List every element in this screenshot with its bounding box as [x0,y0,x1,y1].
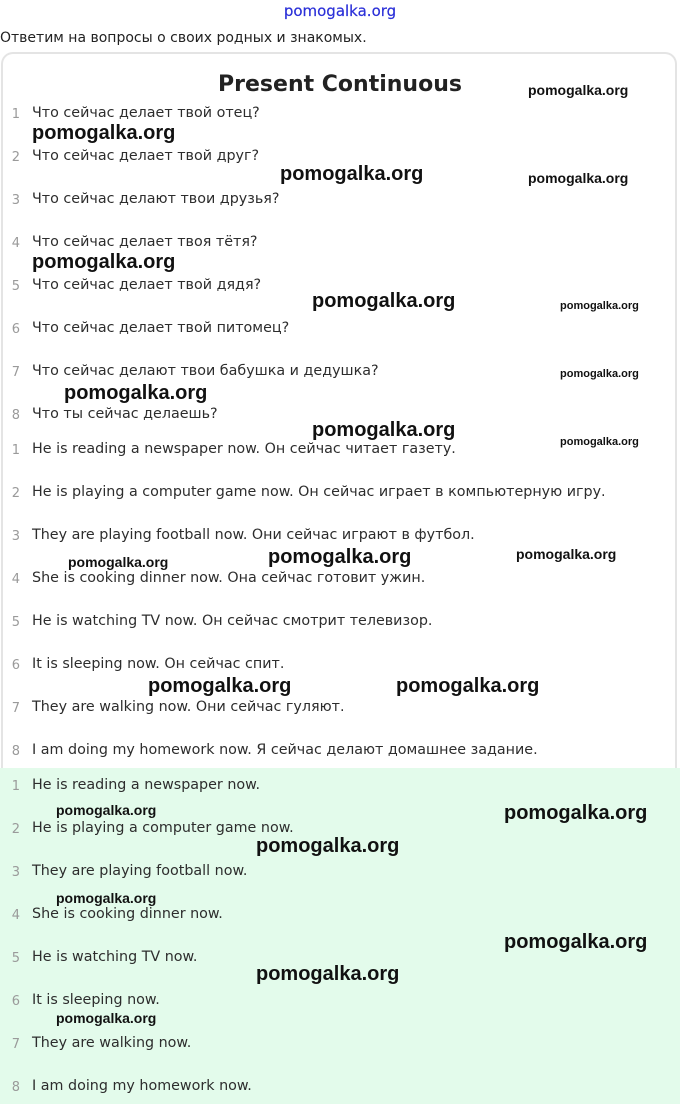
item-text: She is cooking dinner now. Она сейчас готовит ужин. [32,570,426,586]
item-number: 2 [11,486,20,501]
watermark: pomogalka.org [32,251,176,273]
item-number: 8 [11,744,20,759]
page-title: Present Continuous [218,72,462,97]
item-number: 8 [11,408,20,423]
item-text: It is sleeping now. [32,992,160,1008]
item-number: 8 [11,1080,20,1095]
item-number: 6 [11,994,20,1009]
item-text: It is sleeping now. Он сейчас спит. [32,656,285,672]
item-text: Что ты сейчас делаешь? [32,406,218,422]
item-number: 3 [11,865,20,880]
watermark: pomogalka.org [396,675,540,697]
item-text: They are walking now. [32,1035,192,1051]
item-number: 5 [11,279,20,294]
watermark: pomogalka.org [148,675,292,697]
watermark: pomogalka.org [312,419,456,441]
intro-text: Ответим на вопросы о своих родных и знакомых. [0,30,367,46]
watermark: pomogalka.org [504,931,648,953]
watermark: pomogalka.org [280,163,424,185]
item-number: 2 [11,822,20,837]
watermark: pomogalka.org [268,546,412,568]
item-text: They are walking now. Они сейчас гуляют. [32,699,345,715]
item-number: 2 [11,150,20,165]
watermark: pomogalka.org [256,835,400,857]
watermark: pomogalka.org [504,802,648,824]
item-number: 3 [11,193,20,208]
item-number: 1 [11,443,20,458]
item-number: 6 [11,322,20,337]
item-text: They are playing football now. [32,863,248,879]
watermark: pomogalka.org [560,436,639,448]
watermark: pomogalka.org [560,300,639,312]
watermark: pomogalka.org [56,890,157,906]
item-number: 1 [11,107,20,122]
item-number: 3 [11,529,20,544]
item-text: Что сейчас делает твой отец? [32,105,260,121]
item-text: I am doing my homework now. Я сейчас делают домашнее задание. [32,742,538,758]
item-text: He is reading a newspaper now. [32,777,261,793]
watermark: pomogalka.org [32,122,176,144]
watermark: pomogalka.org [56,802,157,818]
item-text: He is watching TV now. Он сейчас смотрит телевизор. [32,613,433,629]
item-text: Что сейчас делает твой дядя? [32,277,262,293]
item-text: He is playing a computer game now. Он сейчас играет в компьютерную игру. [32,484,606,500]
item-number: 4 [11,908,20,923]
item-number: 4 [11,572,20,587]
item-number: 7 [11,701,20,716]
watermark: pomogalka.org [68,554,169,570]
watermark: pomogalka.org [560,368,639,380]
watermark: pomogalka.org [64,382,208,404]
item-text: Что сейчас делают твои бабушка и дедушка? [32,363,379,379]
watermark: pomogalka.org [516,546,617,562]
item-number: 1 [11,779,20,794]
item-text: He is reading a newspaper now. Он сейчас читает газету. [32,441,456,457]
item-number: 6 [11,658,20,673]
item-text: He is playing a computer game now. [32,820,294,836]
item-text: She is cooking dinner now. [32,906,223,922]
item-number: 5 [11,951,20,966]
watermark: pomogalka.org [256,963,400,985]
watermark: pomogalka.org [528,170,629,186]
item-number: 7 [11,365,20,380]
item-text: Что сейчас делает твой друг? [32,148,260,164]
watermark: pomogalka.org [528,82,629,98]
item-text: They are playing football now. Они сейчас играют в футбол. [32,527,475,543]
item-text: I am doing my homework now. [32,1078,252,1094]
item-number: 4 [11,236,20,251]
item-text: Что сейчас делают твои друзья? [32,191,280,207]
item-number: 7 [11,1037,20,1052]
watermark: pomogalka.org [312,290,456,312]
item-text: He is watching TV now. [32,949,198,965]
item-number: 5 [11,615,20,630]
site-link[interactable]: pomogalka.org [283,2,397,20]
item-text: Что сейчас делает твоя тётя? [32,234,258,250]
item-text: Что сейчас делает твой питомец? [32,320,290,336]
watermark: pomogalka.org [56,1010,157,1026]
